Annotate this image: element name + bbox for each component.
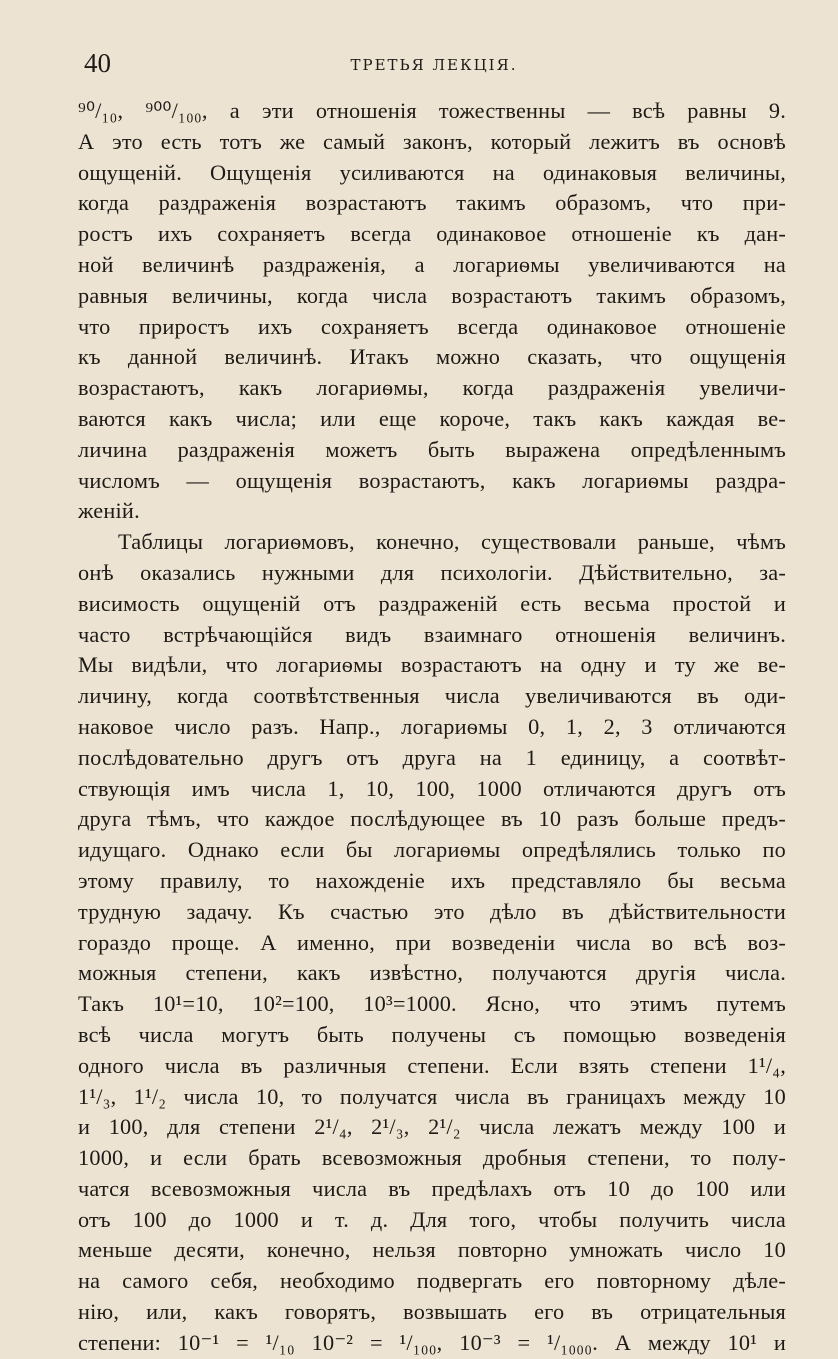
text-line: Мы видѣли, что логариѳмы возрастаютъ на одну и ту же ве- bbox=[78, 652, 786, 678]
text-line: личину, когда соотвѣтственныя числа увеличиваются въ оди- bbox=[78, 683, 786, 709]
text-line: степени: 10⁻¹ = ¹/₁₀ 10⁻² = ¹/₁₀₀, 10⁻³ = ¹/₁₀₀₀. А между 10¹ и bbox=[78, 1329, 786, 1355]
text-line: что приростъ ихъ сохраняетъ всегда одинаковое отношеніе bbox=[78, 313, 786, 339]
text-line: числомъ — ощущенія возрастаютъ, какъ логариѳмы раздра- bbox=[78, 467, 786, 493]
text-line: Такъ 10¹=10, 10²=100, 10³=1000. Ясно, что этимъ путемъ bbox=[78, 991, 786, 1017]
text-line: женій. bbox=[78, 498, 140, 524]
text-line: 1000, и если брать всевозможныя дробныя степени, то полу- bbox=[78, 1145, 786, 1171]
text-line: висимость ощущеній отъ раздраженій есть весьма простой и bbox=[78, 590, 786, 616]
text-line: чатся всевозможныя числа въ предѣлахъ отъ 10 до 100 или bbox=[78, 1175, 786, 1201]
text-line: гораздо проще. А именно, при возведеніи числа во всѣ воз- bbox=[78, 929, 786, 955]
text-line: нію, или, какъ говорятъ, возвышать его въ отрицательныя bbox=[78, 1299, 786, 1325]
text-line: идущаго. Однако если бы логариѳмы опредѣлялись только по bbox=[78, 837, 786, 863]
running-title: ТРЕТЬЯ ЛЕКЦІЯ. bbox=[350, 56, 518, 74]
text-line: равныя величины, когда числа возрастаютъ такимъ образомъ, bbox=[78, 282, 786, 308]
text-line: А это есть тотъ же самый законъ, который лежитъ въ основѣ bbox=[78, 128, 786, 154]
text-line: на самого себя, необходимо подвергать его повторному дѣле- bbox=[78, 1268, 786, 1294]
text-line: Таблицы логариѳмовъ, конечно, существовали раньше, чѣмъ bbox=[118, 529, 786, 555]
text-line: 1¹/₃, 1¹/₂ числа 10, то получатся числа въ границахъ между 10 bbox=[78, 1083, 786, 1109]
text-line: ⁹⁰/₁₀, ⁹⁰⁰/₁₀₀, а эти отношенія тожественны — всѣ равны 9. bbox=[78, 98, 786, 123]
page-header bbox=[84, 48, 784, 82]
text-line: послѣдовательно другъ отъ друга на 1 единицу, а соотвѣт- bbox=[78, 744, 786, 770]
body-text bbox=[78, 96, 786, 1359]
text-line: друга тѣмъ, что каждое послѣдующее въ 10 разъ больше предъ- bbox=[78, 806, 786, 832]
text-line: всѣ числа могутъ быть получены съ помощью возведенія bbox=[78, 1021, 786, 1047]
text-line: когда раздраженія возрастаютъ такимъ образомъ, что при- bbox=[78, 190, 786, 216]
text-line: ствующія имъ числа 1, 10, 100, 1000 отличаются другъ отъ bbox=[78, 775, 786, 801]
text-line: трудную задачу. Къ счастью это дѣло въ дѣйствительности bbox=[78, 898, 786, 924]
text-line: и 100, для степени 2¹/₄, 2¹/₃, 2¹/₂ числа лежатъ между 100 и bbox=[78, 1114, 786, 1140]
page-number: 40 bbox=[84, 48, 111, 78]
text-line: ваются какъ числа; или еще короче, такъ какъ каждая ве- bbox=[78, 405, 786, 431]
text-line: меньше десяти, конечно, нельзя повторно умножать число 10 bbox=[78, 1237, 786, 1263]
text-line: одного числа въ различныя степени. Если взять степени 1¹/₄, bbox=[78, 1052, 786, 1078]
text-line: часто встрѣчающійся видъ взаимнаго отношенія величинъ. bbox=[78, 621, 786, 647]
text-line: можныя степени, какъ извѣстно, получаются другія числа. bbox=[78, 960, 786, 986]
text-line: къ данной величинѣ. Итакъ можно сказать, что ощущенія bbox=[78, 344, 786, 370]
text-line: ной величинѣ раздраженія, а логариѳмы увеличиваются на bbox=[78, 251, 786, 277]
text-line: наковое число разъ. Напр., логариѳмы 0, 1, 2, 3 отличаются bbox=[78, 713, 786, 739]
text-line: отъ 100 до 1000 и т. д. Для того, чтобы получить числа bbox=[78, 1206, 786, 1232]
text-line: ощущеній. Ощущенія усиливаются на одинаковыя величины, bbox=[78, 159, 786, 185]
text-line: возрастаютъ, какъ логариѳмы, когда раздраженія увеличи- bbox=[78, 375, 786, 401]
text-line: онѣ оказались нужными для психологіи. Дѣйствительно, за- bbox=[78, 559, 786, 585]
text-line: личина раздраженія можетъ быть выражена опредѣленнымъ bbox=[78, 436, 786, 462]
text-line: ростъ ихъ сохраняетъ всегда одинаковое отношеніе къ дан- bbox=[78, 221, 786, 247]
text-line: этому правилу, то нахожденіе ихъ представляло бы весьма bbox=[78, 867, 786, 893]
